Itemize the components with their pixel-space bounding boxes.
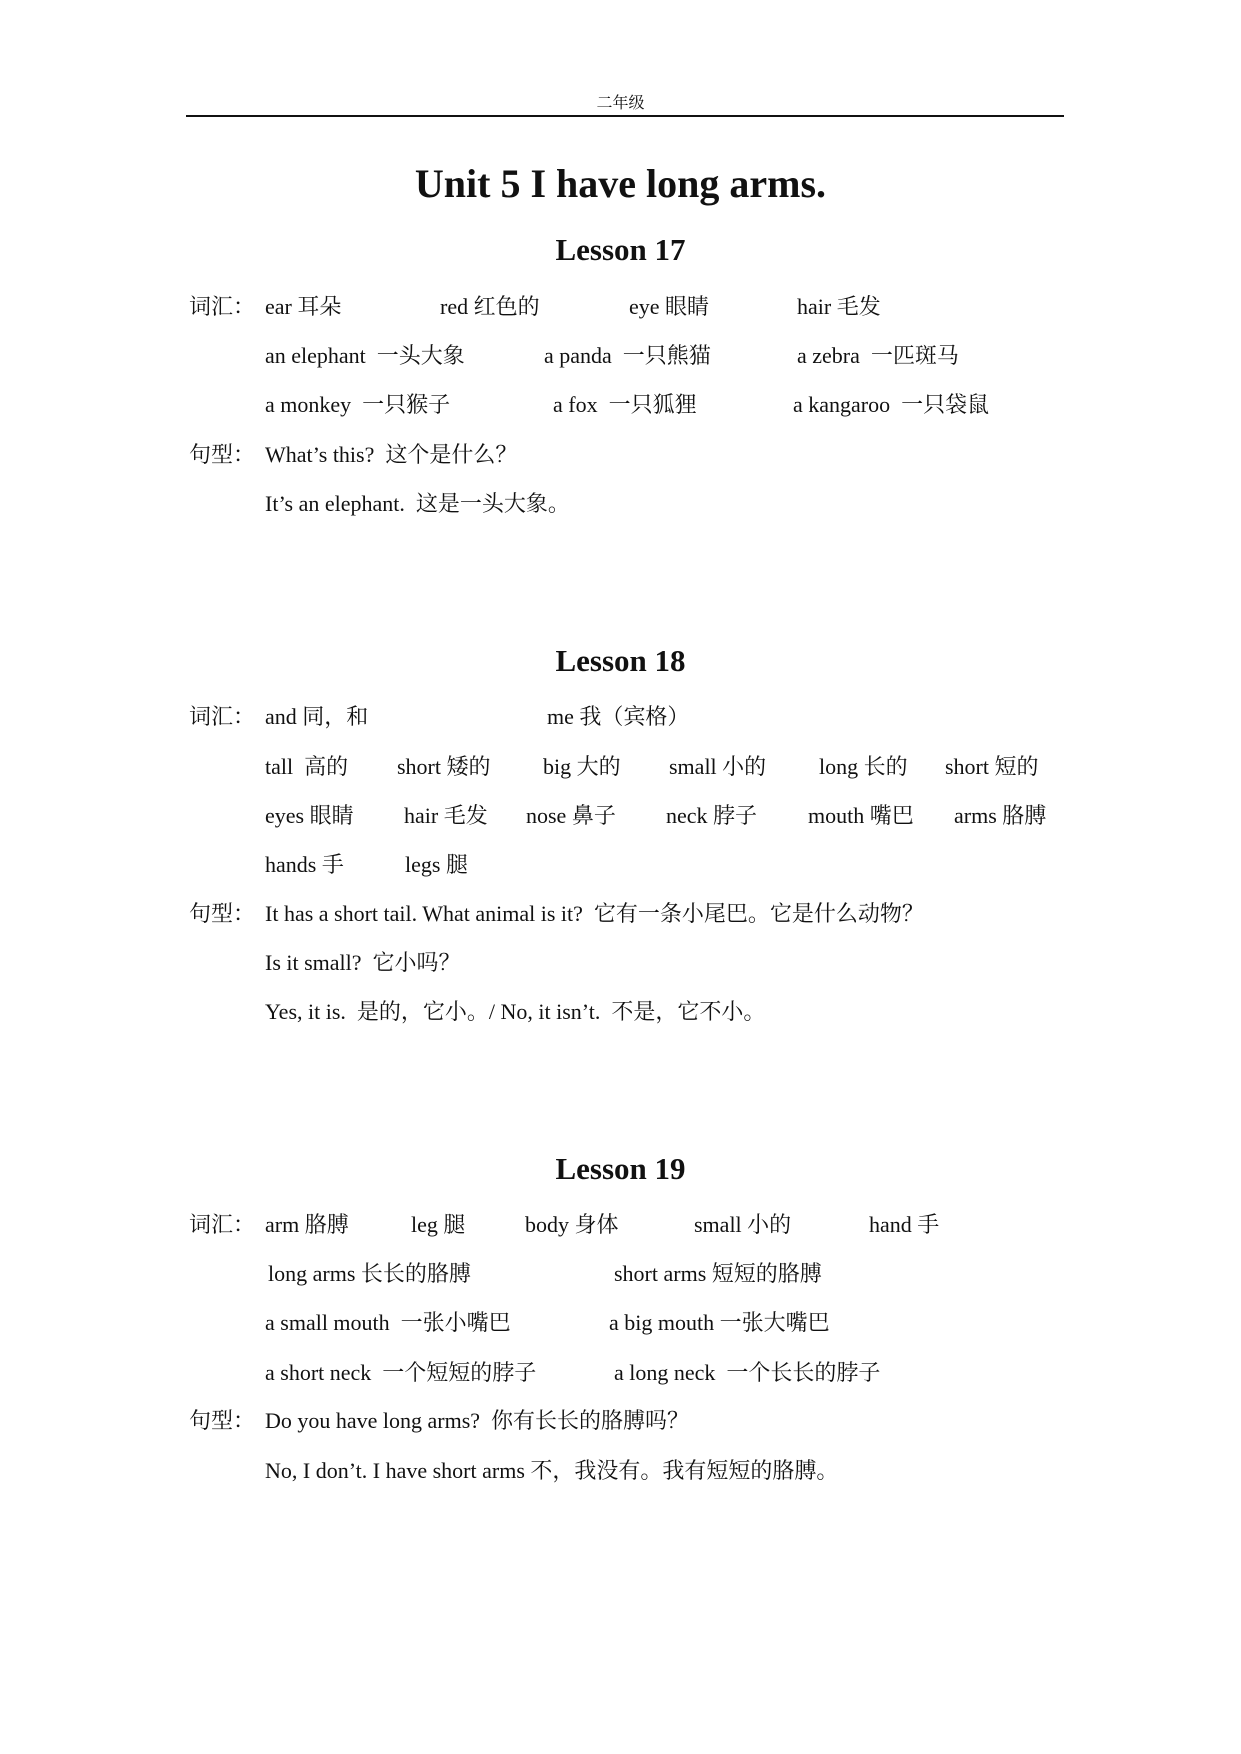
vocab-row bbox=[0, 1210, 1241, 1240]
vocab-item: leg 腿 bbox=[411, 1212, 466, 1237]
vocab-item: small 小的 bbox=[694, 1212, 792, 1237]
vocab-item: short 矮的 bbox=[397, 754, 491, 779]
pattern-row bbox=[0, 489, 1241, 519]
lesson-19-heading: Lesson 19 bbox=[555, 1151, 686, 1186]
vocab-item: hair 毛发 bbox=[404, 803, 488, 828]
vocab-item: a monkey 一只猴子 bbox=[265, 392, 451, 417]
vocab-item: long arms 长长的胳膊 bbox=[268, 1261, 471, 1286]
vocab-item: arm 胳膊 bbox=[265, 1212, 349, 1237]
vocab-item: short 短的 bbox=[945, 754, 1039, 779]
vocab-item: a small mouth 一张小嘴巴 bbox=[265, 1310, 511, 1335]
vocab-item: and 同，和 bbox=[265, 704, 369, 729]
vocab-item: neck 脖子 bbox=[666, 803, 758, 828]
pattern-row bbox=[0, 1406, 1241, 1436]
vocab-item: a big mouth 一张大嘴巴 bbox=[609, 1310, 830, 1335]
page-header: 二年级 bbox=[596, 95, 645, 112]
vocab-item: legs 腿 bbox=[405, 852, 468, 877]
vocab-item: hair 毛发 bbox=[797, 294, 881, 319]
pattern-row bbox=[0, 440, 1241, 470]
vocab-row bbox=[0, 390, 1241, 420]
vocab-row bbox=[0, 752, 1241, 782]
vocab-item: hands 手 bbox=[265, 852, 344, 877]
lesson-17-heading: Lesson 17 bbox=[555, 232, 686, 267]
vocab-row bbox=[0, 1308, 1241, 1338]
vocab-item: arms 胳膊 bbox=[954, 803, 1047, 828]
vocab-row bbox=[0, 801, 1241, 831]
vocab-item: eye 眼睛 bbox=[629, 294, 710, 319]
pattern-sentence: Yes, it is. 是的，它小。/ No, it isn’t. 不是，它不小。 bbox=[265, 999, 766, 1024]
vocab-item: eyes 眼睛 bbox=[265, 803, 354, 828]
lesson-18-heading: Lesson 18 bbox=[555, 643, 686, 678]
pattern-sentence: It’s an elephant. 这是一头大象。 bbox=[265, 491, 570, 516]
pattern-row bbox=[0, 1456, 1241, 1486]
pattern-label: 句型： bbox=[189, 1408, 256, 1433]
vocab-item: mouth 嘴巴 bbox=[808, 803, 914, 828]
pattern-sentence: It has a short tail. What animal is it? 它有一条小尾巴。它是什么动物？ bbox=[265, 901, 924, 926]
vocab-row bbox=[0, 1259, 1241, 1289]
vocab-item: body 身体 bbox=[525, 1212, 619, 1237]
vocab-item: ear 耳朵 bbox=[265, 294, 342, 319]
pattern-sentence: What’s this? 这个是什么？ bbox=[265, 442, 518, 467]
vocab-row bbox=[0, 850, 1241, 880]
vocab-row bbox=[0, 292, 1241, 322]
pattern-label: 句型： bbox=[189, 442, 256, 467]
vocab-item: short arms 短短的胳膊 bbox=[614, 1261, 822, 1286]
vocab-label: 词汇： bbox=[189, 704, 256, 729]
vocab-item: nose 鼻子 bbox=[526, 803, 616, 828]
vocab-item: long 长的 bbox=[819, 754, 908, 779]
vocab-item: tall 高的 bbox=[265, 754, 349, 779]
pattern-row bbox=[0, 997, 1241, 1027]
vocab-item: red 红色的 bbox=[440, 294, 540, 319]
vocab-label: 词汇： bbox=[189, 294, 256, 319]
unit-title: Unit 5 I have long arms. bbox=[414, 161, 827, 206]
vocab-item: a long neck 一个长长的脖子 bbox=[614, 1360, 881, 1385]
vocab-label: 词汇： bbox=[189, 1212, 256, 1237]
vocab-item: small 小的 bbox=[669, 754, 767, 779]
vocab-item: hand 手 bbox=[869, 1212, 940, 1237]
pattern-sentence: Do you have long arms? 你有长长的胳膊吗？ bbox=[265, 1408, 690, 1433]
vocab-row bbox=[0, 1358, 1241, 1388]
vocab-row bbox=[0, 702, 1241, 732]
vocab-item: an elephant 一头大象 bbox=[265, 343, 465, 368]
pattern-row bbox=[0, 948, 1241, 978]
vocab-item: a fox 一只狐狸 bbox=[553, 392, 697, 417]
vocab-item: a kangaroo 一只袋鼠 bbox=[793, 392, 990, 417]
vocab-row bbox=[0, 341, 1241, 371]
vocab-item: big 大的 bbox=[543, 754, 621, 779]
vocab-item: me 我（宾格） bbox=[547, 704, 690, 729]
header-rule bbox=[186, 115, 1064, 117]
pattern-row bbox=[0, 899, 1241, 929]
pattern-sentence: Is it small? 它小吗？ bbox=[265, 950, 461, 975]
pattern-sentence: No, I don’t. I have short arms 不，我没有。我有短短的胳膊。 bbox=[265, 1458, 839, 1483]
vocab-item: a panda 一只熊猫 bbox=[544, 343, 711, 368]
vocab-item: a short neck 一个短短的脖子 bbox=[265, 1360, 537, 1385]
vocab-item: a zebra 一匹斑马 bbox=[797, 343, 959, 368]
pattern-label: 句型： bbox=[189, 901, 256, 926]
